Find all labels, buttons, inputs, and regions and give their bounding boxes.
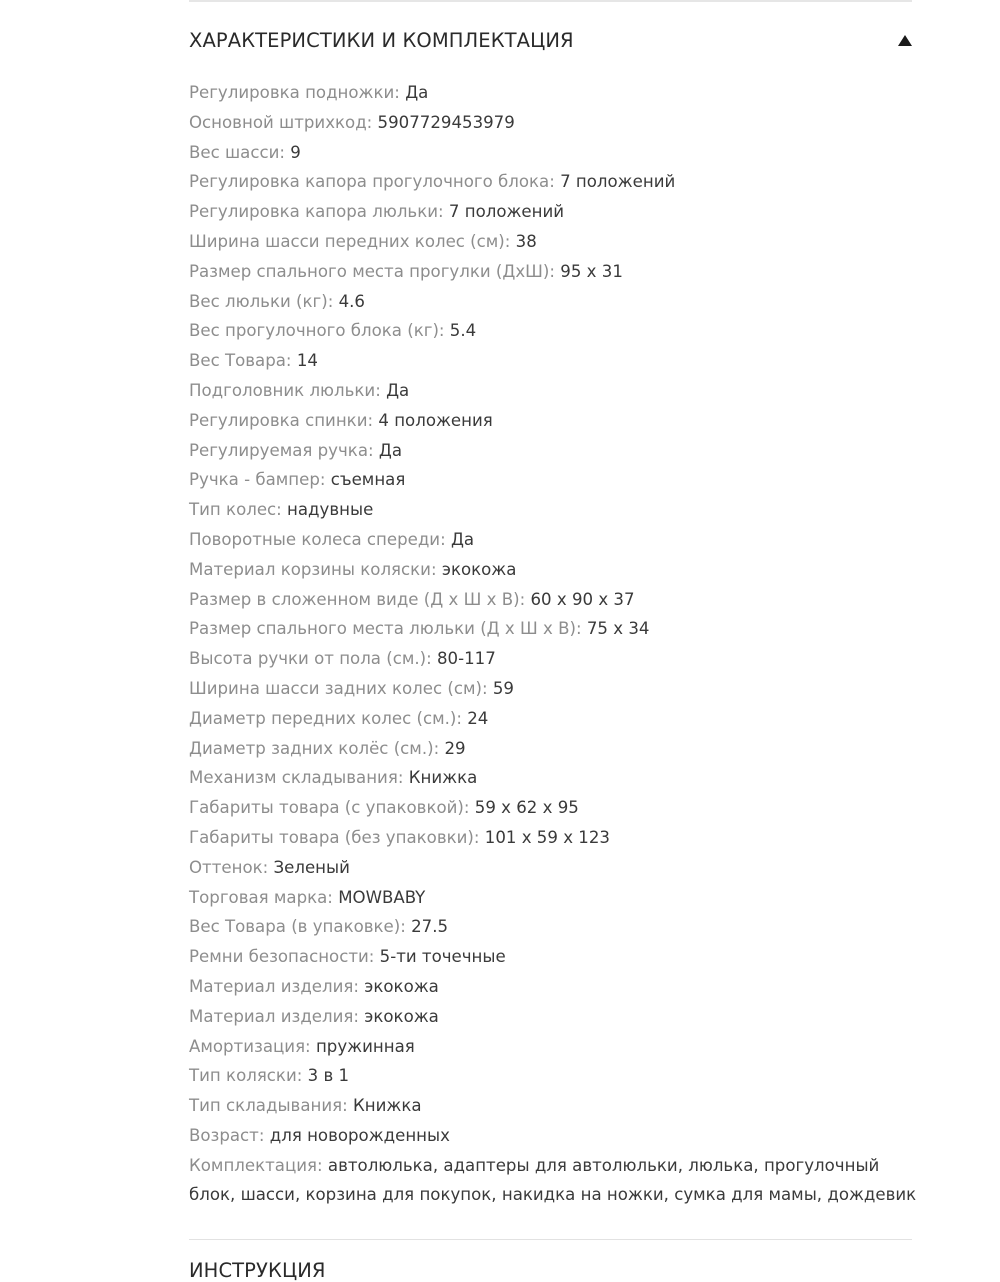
spec-value: 95 х 31	[560, 261, 623, 281]
spec-value: 38	[515, 231, 537, 251]
spec-label: Подголовник люльки:	[189, 380, 381, 400]
spec-row	[189, 525, 919, 555]
spec-row	[189, 465, 919, 495]
spec-row	[189, 763, 919, 793]
spec-value: 5-ти точечные	[379, 947, 506, 967]
spec-row	[189, 227, 919, 257]
spec-label: Оттенок:	[189, 857, 269, 877]
spec-label: Высота ручки от пола (см.):	[189, 649, 432, 669]
spec-label: Амортизация:	[189, 1036, 311, 1056]
spec-row	[189, 167, 919, 197]
spec-label: Материал корзины коляски:	[189, 559, 437, 579]
spec-value: 5907729453979	[377, 112, 515, 132]
spec-value: 75 х 34	[586, 619, 650, 639]
spec-row	[189, 793, 919, 823]
spec-row	[189, 883, 919, 913]
spec-row	[189, 823, 919, 853]
spec-label: Поворотные колеса спереди:	[189, 529, 446, 549]
spec-row	[189, 674, 919, 704]
spec-value: съемная	[330, 470, 406, 490]
section-title: ХАРАКТЕРИСТИКИ И КОМПЛЕКТАЦИЯ	[189, 28, 574, 52]
spec-label: Тип складывания:	[189, 1096, 348, 1116]
spec-row	[189, 734, 919, 764]
spec-label: Размер спального места люльки (Д х Ш х В):	[189, 619, 582, 639]
spec-row	[189, 287, 919, 317]
spec-list	[189, 78, 919, 1210]
spec-label: Вес Товара:	[189, 351, 292, 371]
spec-value: 4.6	[338, 291, 365, 311]
spec-value: Да	[450, 529, 475, 549]
spec-value: 27.5	[411, 917, 449, 937]
spec-value: 59	[492, 678, 514, 698]
spec-value: пружинная	[315, 1036, 415, 1056]
specs-section-header[interactable]	[189, 24, 912, 56]
spec-label: Регулировка спинки:	[189, 410, 374, 430]
spec-value: 60 х 90 х 37	[530, 589, 635, 609]
spec-row	[189, 585, 919, 615]
spec-row	[189, 108, 919, 138]
spec-label: Вес прогулочного блока (кг):	[189, 321, 445, 341]
spec-row	[189, 614, 919, 644]
spec-value: Да	[378, 440, 403, 460]
spec-label: Вес люльки (кг):	[189, 291, 334, 311]
spec-label: Вес шасси:	[189, 142, 285, 162]
spec-row	[189, 853, 919, 883]
spec-value: Книжка	[408, 768, 478, 788]
spec-label: Комплектация:	[189, 1155, 323, 1175]
spec-value: экокожа	[441, 559, 517, 579]
spec-row	[189, 376, 919, 406]
spec-value: экокожа	[364, 1006, 439, 1026]
spec-label: Диаметр передних колес (см.):	[189, 708, 462, 728]
spec-value: 59 х 62 х 95	[474, 798, 579, 818]
spec-row	[189, 436, 919, 466]
spec-row	[189, 942, 919, 972]
spec-value: для новорожденных	[269, 1125, 450, 1145]
spec-value: Книжка	[352, 1096, 422, 1116]
spec-value: 29	[444, 738, 466, 758]
spec-value: экокожа	[364, 976, 439, 996]
spec-label: Ручка - бампер:	[189, 470, 326, 490]
spec-row	[189, 972, 919, 1002]
spec-label: Возраст:	[189, 1125, 265, 1145]
spec-label: Ширина шасси передних колес (см):	[189, 231, 511, 251]
spec-row	[189, 78, 919, 108]
spec-label: Торговая марка:	[189, 887, 333, 907]
spec-value: 7 положений	[560, 172, 676, 192]
spec-label: Габариты товара (с упаковкой):	[189, 798, 470, 818]
spec-row	[189, 555, 919, 585]
spec-label: Регулируемая ручка:	[189, 440, 374, 460]
spec-row	[189, 704, 919, 734]
spec-row	[189, 644, 919, 674]
spec-row	[189, 346, 919, 376]
next-section-title: ИНСТРУКЦИЯ	[189, 1259, 326, 1282]
caret-up-icon[interactable]	[898, 35, 912, 46]
spec-value: 80-117	[437, 649, 496, 669]
spec-row	[189, 1002, 919, 1032]
spec-label: Регулировка подножки:	[189, 83, 400, 102]
spec-row	[189, 138, 919, 168]
spec-label: Ширина шасси задних колес (см):	[189, 678, 488, 698]
spec-value: 9	[290, 142, 301, 162]
spec-label: Диаметр задних колёс (см.):	[189, 738, 440, 758]
spec-value: 14	[296, 351, 318, 371]
spec-row	[189, 1032, 919, 1062]
spec-row	[189, 406, 919, 436]
spec-label: Регулировка капора прогулочного блока:	[189, 172, 555, 192]
spec-label: Регулировка капора люльки:	[189, 202, 444, 222]
spec-value: автолюлька, адаптеры для автолюльки, люлька, прогулочный блок, шасси, корзина для покупок, накидка на ножки, сумка для мамы, дождевик	[189, 1155, 917, 1205]
spec-label: Основной штрихкод:	[189, 112, 373, 132]
section-top-divider	[189, 0, 912, 2]
spec-label: Материал изделия:	[189, 1006, 359, 1026]
spec-row	[189, 1061, 919, 1091]
spec-value: 4 положения	[378, 410, 493, 430]
spec-value: Да	[386, 380, 410, 400]
spec-row	[189, 197, 919, 227]
spec-label: Тип колес:	[189, 500, 282, 520]
spec-label: Вес Товара (в упаковке):	[189, 917, 406, 937]
spec-row	[189, 1151, 919, 1211]
spec-value: 101 х 59 х 123	[484, 827, 610, 847]
spec-row	[189, 912, 919, 942]
spec-row	[189, 316, 919, 346]
spec-row	[189, 1121, 919, 1151]
spec-value: надувные	[287, 500, 374, 520]
spec-row	[189, 257, 919, 287]
spec-value: 3 в 1	[307, 1066, 350, 1086]
spec-value: Да	[405, 83, 429, 102]
spec-label: Размер спального места прогулки (ДхШ):	[189, 261, 555, 281]
spec-value: 5.4	[449, 321, 477, 341]
spec-label: Механизм складывания:	[189, 768, 404, 788]
spec-row	[189, 495, 919, 525]
spec-label: Габариты товара (без упаковки):	[189, 827, 480, 847]
spec-value: MOWBABY	[338, 887, 426, 907]
spec-label: Материал изделия:	[189, 976, 359, 996]
spec-value: 7 положений	[448, 202, 565, 222]
spec-label: Тип коляски:	[189, 1066, 303, 1086]
spec-row	[189, 1091, 919, 1121]
spec-label: Ремни безопасности:	[189, 947, 375, 967]
spec-label: Размер в сложенном виде (Д х Ш х В):	[189, 589, 526, 609]
spec-value: 24	[467, 708, 489, 728]
section-bottom-divider	[189, 1239, 912, 1240]
spec-value: Зеленый	[273, 857, 350, 877]
